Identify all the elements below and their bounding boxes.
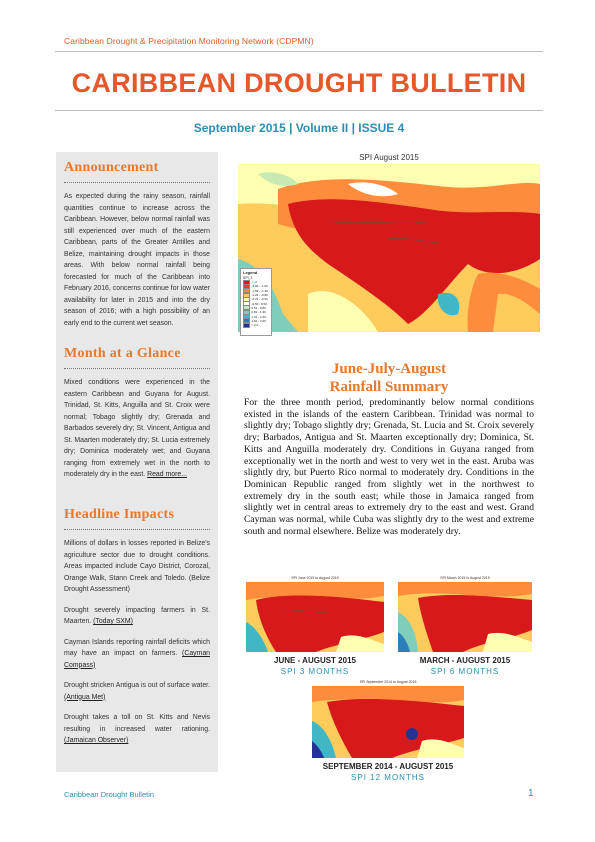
map-caption: JUNE - AUGUST 2015 — [274, 656, 356, 665]
divider — [64, 182, 210, 183]
sidebar — [56, 152, 218, 772]
spi-map-image — [234, 150, 544, 336]
map-subcaption: SPI 3 MONTHS — [280, 667, 350, 676]
summary-heading: June-July-August Rainfall Summary — [329, 361, 449, 395]
impact-source-link[interactable]: (Jamaican Observer) — [64, 737, 129, 744]
footer-title: Caribbean Drought Bulletin — [64, 790, 155, 799]
impact-item: Drought severely impacting farmers in St. Maarten. (Today SXM) — [64, 606, 210, 625]
headline-impacts-heading: Headline Impacts — [64, 507, 175, 522]
legend-label: 0.51 - 0.80 — [251, 305, 266, 310]
impact-item: Cayman Islands reporting rainfall deficits which may have an impact on farmers. (Cayman Compass) — [64, 638, 210, 669]
map-image — [244, 576, 386, 654]
page-number: 1 — [528, 788, 534, 799]
summary-text: For the three month period, predominantly below normal conditions existed in the islands of the eastern Caribbean. Trinidad was normal to slightly dry; Tobago slightly dry; Grenada, St. Lucia and St. Croix severely dry; Barbados, Antigua and St. Maarten exceptionally dry; Dominica, St. Kitts and Anguilla moderately dry. Conditions in Guyana ranged from exceptionally wet in the north and west to very wet in the east. Aruba was slightly dry, but Puerto Rico normal to moderately dry. Conditions in the Dominican Republic ranged from slightly wet in the northwest to extremely dry in the south east; while those in Jamaica ranged from slightly wet in central areas to extremely dry to the east and west. Grand Cayman was normal, while Cuba was slightly dry to the west and extreme south and normal elsewhere. Belize was moderately dry. — [244, 397, 534, 537]
impact-item: Drought stricken Antigua is out of surface water. (Antigua Met) — [64, 682, 210, 701]
divider — [64, 368, 210, 369]
map-image — [310, 680, 466, 760]
divider — [64, 529, 210, 530]
legend-label: -0.50 - 0.50 — [251, 301, 267, 306]
impact-source-link[interactable]: (Antigua Met) — [64, 693, 106, 701]
legend-label: 1.61 - 2.00 — [251, 318, 266, 323]
announcement-heading: Announcement — [64, 160, 159, 175]
legend-label: > 2.0 — [251, 323, 259, 328]
map-image — [396, 576, 534, 654]
map-legend — [240, 268, 272, 336]
read-more-link[interactable]: Read more... — [147, 471, 187, 478]
legend-label: < -2 — [251, 280, 257, 285]
legend-title: Legend — [243, 270, 258, 275]
network-name: Caribbean Drought & Precipitation Monitoring Network (CDPMN) — [64, 36, 314, 46]
spi-3-month-map — [244, 576, 386, 654]
legend-label: -1.29 - -0.80 — [251, 293, 268, 298]
month-glance-heading: Month at a Glance — [64, 346, 181, 361]
legend-subtitle: SPI_1 — [243, 276, 253, 280]
legend-label: -2.00 - -1.60 — [251, 284, 268, 289]
impact-source-link[interactable]: (Cayman Compass) — [64, 650, 210, 669]
map-title: SPI August 2015 — [359, 153, 419, 162]
impact-source-link[interactable]: (Today SXM) — [93, 618, 133, 625]
spi-august-map — [234, 150, 544, 336]
title-divider — [55, 110, 543, 111]
map-caption: MARCH - AUGUST 2015 — [419, 656, 511, 665]
map-subcaption: SPI 12 MONTHS — [351, 773, 425, 782]
spi-6-month-map — [396, 576, 534, 654]
map-inner-title: SPI September 2014 to August 2015 — [359, 680, 417, 684]
bulletin-title: CARIBBEAN DROUGHT BULLETIN — [71, 68, 527, 98]
map-inner-title: SPI June 2015 to August 2015 — [291, 576, 339, 580]
header-divider — [55, 51, 543, 52]
impact-item: Millions of dollars in losses reported in Belize's agriculture sector due to drought conditions. Areas impacted include Cayo District, Corozal, Orange Walk, Stann Creek and Toledo. (Belize Drought Assessment) — [64, 540, 210, 593]
issue-line: September 2015 | Volume II | ISSUE 4 — [193, 121, 405, 135]
legend-rows — [241, 280, 271, 327]
legend-row — [243, 323, 269, 327]
map-inner-title: SPI March 2015 to August 2015 — [440, 576, 490, 580]
legend-label: 0.81 - 1.30 — [251, 310, 266, 315]
spi-12-month-map — [310, 680, 466, 760]
impact-item: Drought takes a toll on St. Kitts and Nevis resulting in increased water rationing. (Jamaican Observer) — [64, 714, 210, 744]
announcement-text: As expected during the rainy season, rainfall quantities continue to increase across the Caribbean. However, below normal rainfall was still experienced over much of the eastern Caribbean, parts of the Greater Antilles and Belize, maintaining drought impacts in those areas. With below normal rainfall being forecasted for much of the Caribbean into February 2016, concerns continue for low water availability for later in 2015 and into the dry season of 2016; with a high possibility of an early end to the current wet season. — [64, 193, 210, 327]
legend-label: 1.31 - 1.60 — [251, 314, 266, 319]
map-subcaption: SPI 6 MONTHS — [430, 667, 500, 676]
legend-label: -1.59 - -1.30 — [251, 288, 268, 293]
map-caption: SEPTEMBER 2014 - AUGUST 2015 — [322, 762, 454, 771]
month-glance-text: Mixed conditions were experienced in the eastern Caribbean and Guyana for August. Trinidad, St. Kitts, Anguilla and St. Croix were normal; Tobago slightly dry; Grenada and Barbados severely dry; St. Vincent, Antigua and St. Maarten moderately dry; St. Lucia extremely dry; Dominica moderately wet; and Guyana ranging from extremely wet in the north to moderately dry in the east. Read more... — [64, 379, 210, 478]
legend-label: -0.79 - -0.51 — [251, 297, 268, 302]
legend-swatch — [243, 323, 250, 328]
